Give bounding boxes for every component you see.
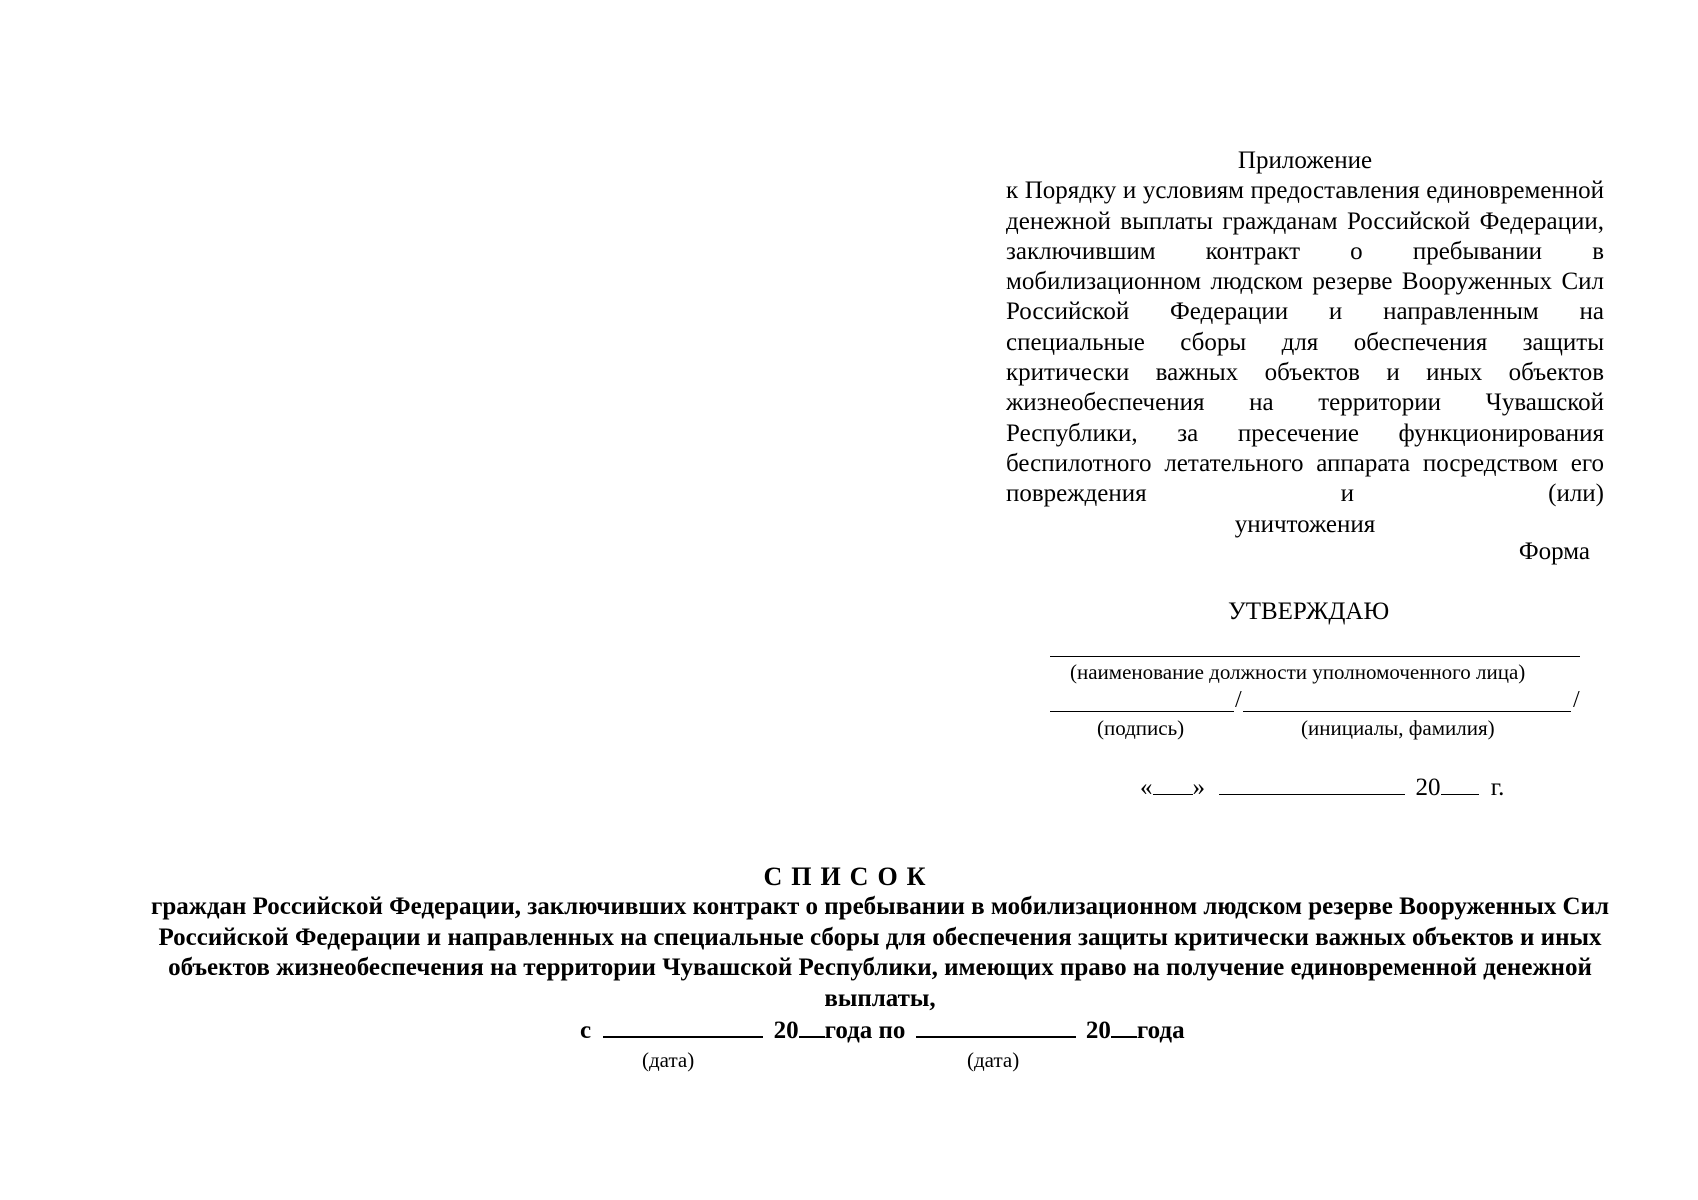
period-line — [580, 1015, 1185, 1046]
date-year-prefix: 20 — [1415, 774, 1441, 801]
annex-body: к Порядку и условиям предоставления единовременной денежной выплаты гражданам Российской Федерации, заключившим контракт о пребывании в мобилизационном людском резерве Вооруженных Сил Российской Федерации и направленным на специальные сборы для обеспечения защиты критически важных объектов и иных объектов жизнеобеспечения на территории Чувашской Республики, за пресечение функционирования беспилотного летательного аппарата посредством его повреждения и (или) — [1006, 177, 1604, 508]
signature-divider: / — [1235, 687, 1242, 713]
date-suffix: г. — [1490, 774, 1505, 801]
date-open-quote: « — [1140, 774, 1153, 801]
start-date-blank[interactable] — [603, 1015, 763, 1038]
end-year-blank[interactable] — [1111, 1015, 1137, 1038]
name-line[interactable] — [1243, 711, 1571, 712]
period-year-2: 20 — [1085, 1017, 1111, 1044]
approval-date — [1140, 773, 1504, 803]
position-caption: (наименование должности уполномоченного лица) — [1070, 660, 1526, 684]
start-date-caption: (дата) — [642, 1048, 695, 1072]
list-title: СПИСОК — [763, 862, 935, 891]
period-year-1: 20 — [773, 1017, 799, 1044]
end-date-caption: (дата) — [967, 1048, 1020, 1072]
date-close-quote: » — [1192, 774, 1205, 801]
form-label: Форма — [1518, 538, 1590, 565]
period-from: с — [580, 1017, 592, 1044]
list-subtitle: граждан Российской Федерации, заключивших контракт о пребывании в мобилизационном людском резерве Вооруженных Сил Российской Федерации и направленных на специальные сборы для обеспечения защиты критически важных объектов и иных объектов жизнеобеспечения на территории Чувашской Республики, имеющих право на получение единовременной денежной выплаты, — [150, 893, 1610, 1012]
year-blank[interactable] — [1441, 774, 1479, 795]
position-line[interactable] — [1050, 656, 1580, 657]
signature-line[interactable] — [1050, 711, 1234, 712]
approval-heading: УТВЕРЖДАЮ — [1228, 598, 1390, 625]
period-end-word: года — [1136, 1017, 1185, 1044]
period-year-word: года по — [824, 1017, 906, 1044]
signature-caption: (подпись) — [1097, 716, 1185, 740]
name-caption: (инициалы, фамилия) — [1301, 716, 1495, 740]
start-year-blank[interactable] — [799, 1015, 825, 1038]
annex-last-line: уничтожения — [1234, 510, 1376, 538]
end-date-blank[interactable] — [916, 1015, 1076, 1038]
day-blank[interactable] — [1153, 774, 1193, 795]
name-line-end: / — [1573, 687, 1580, 713]
annex-block — [1006, 146, 1604, 540]
annex-title: Приложение — [1237, 147, 1373, 174]
month-blank[interactable] — [1219, 774, 1405, 795]
